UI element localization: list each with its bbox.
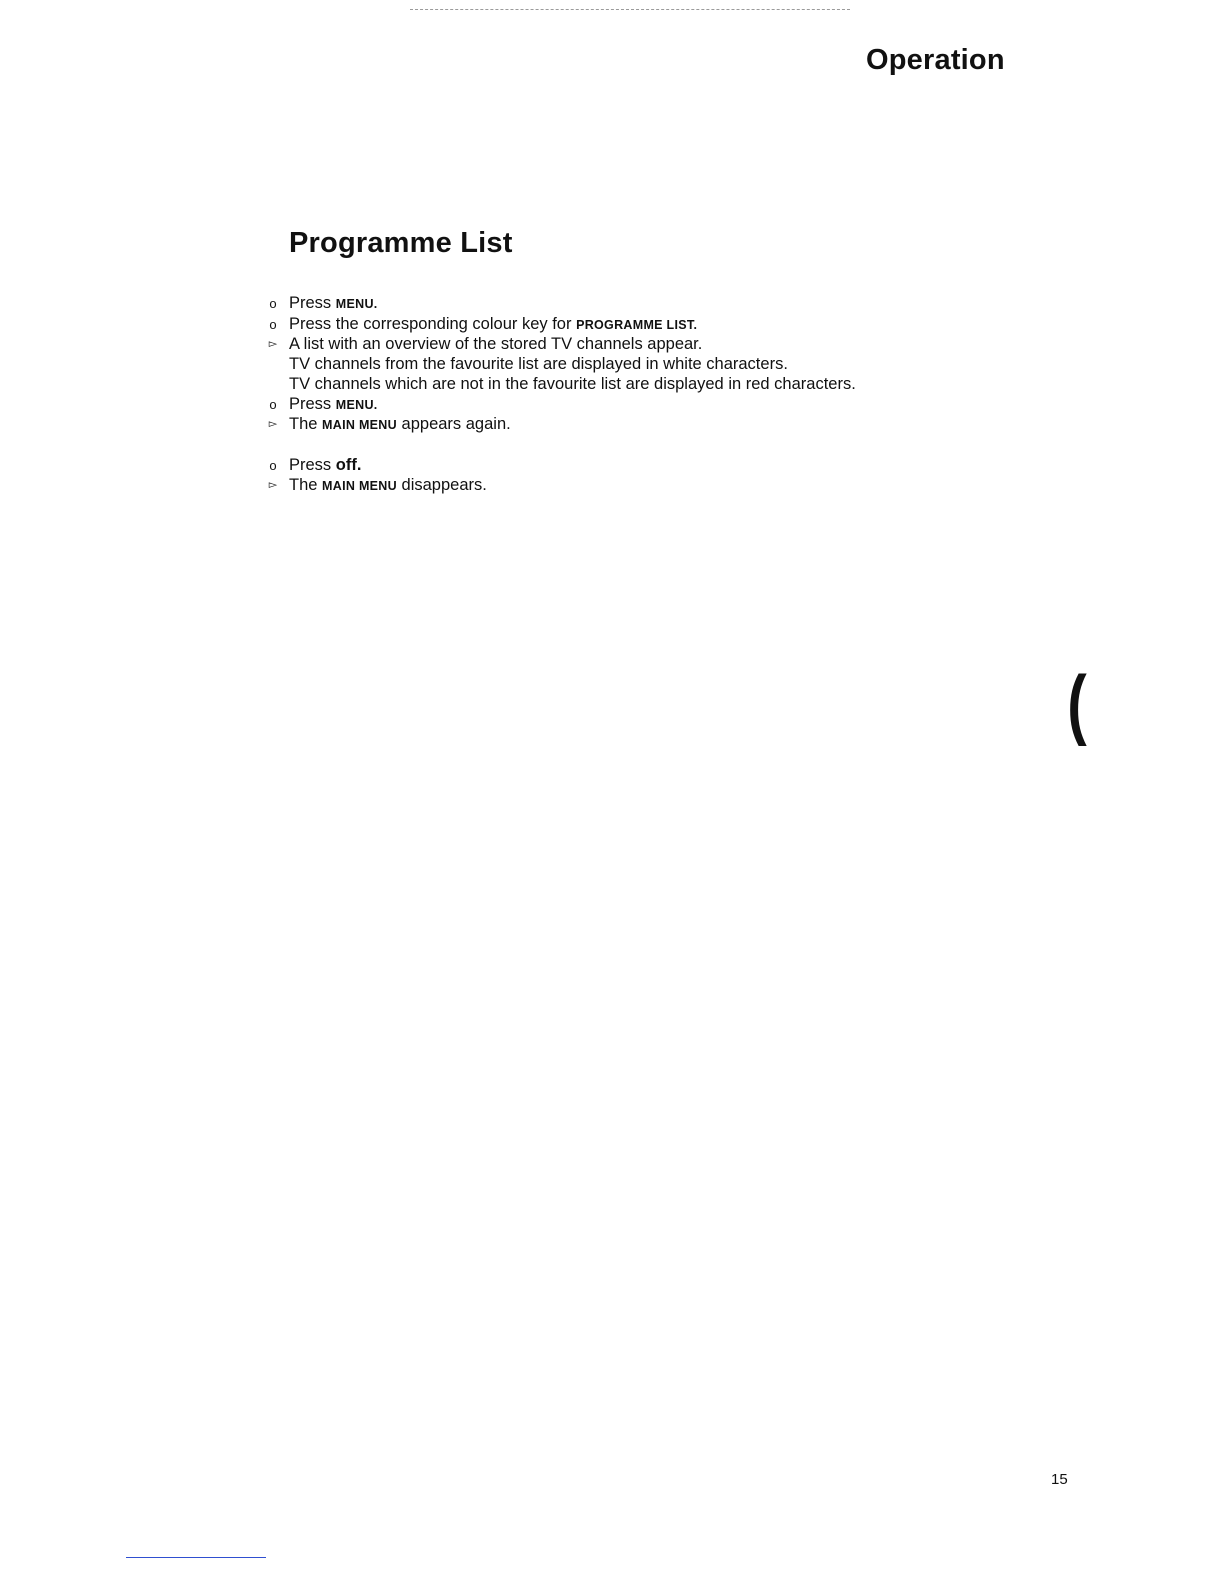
step-text: Press the corresponding colour key for: [289, 314, 577, 333]
step-bullet-icon: o: [269, 296, 277, 311]
result-arrow-icon: ▻: [268, 478, 278, 491]
key-name: MAIN MENU: [322, 418, 397, 433]
step-text: TV channels which are not in the favourite list are displayed in red characters.: [289, 374, 856, 393]
instruction-step: [266, 335, 866, 355]
key-name: PROGRAMME LIST.: [576, 317, 698, 332]
instruction-list: [266, 294, 866, 496]
key-name: MAIN MENU: [322, 478, 397, 493]
step-text: appears again.: [396, 415, 511, 434]
instruction-step: [266, 476, 866, 497]
page-number: 15: [1051, 1471, 1068, 1488]
instruction-step: [266, 375, 866, 395]
step-text: A list with an overview of the stored TV channels appear.: [289, 335, 703, 354]
step-bullet-icon: o: [269, 396, 277, 412]
instruction-step: [266, 355, 866, 375]
step-text: disappears.: [396, 475, 487, 494]
key-name: MENU.: [335, 297, 378, 311]
step-text: The: [289, 415, 323, 434]
instruction-step: [266, 456, 866, 476]
step-text: Press: [289, 394, 336, 413]
step-text: Press: [289, 455, 336, 474]
result-arrow-icon: ▻: [268, 338, 278, 351]
instruction-step: [266, 415, 866, 436]
result-arrow-icon: ▻: [268, 418, 278, 431]
step-text: The: [289, 475, 323, 494]
instruction-step: [266, 395, 866, 416]
key-name: MENU.: [335, 397, 378, 412]
step-text: Press: [289, 294, 336, 312]
key-name: off.: [335, 455, 362, 474]
instruction-step: [266, 315, 866, 336]
top-scan-rule: [410, 9, 850, 10]
section-heading: Programme List: [289, 227, 513, 259]
step-text: TV channels from the favourite list are displayed in white characters.: [289, 355, 788, 374]
page-section-title: Operation: [866, 44, 1005, 76]
step-bullet-icon: o: [269, 316, 277, 332]
bottom-rule: [126, 1557, 266, 1558]
step-bullet-icon: o: [269, 457, 277, 473]
edge-mark: (: [1067, 659, 1087, 747]
instruction-step: [266, 294, 866, 315]
